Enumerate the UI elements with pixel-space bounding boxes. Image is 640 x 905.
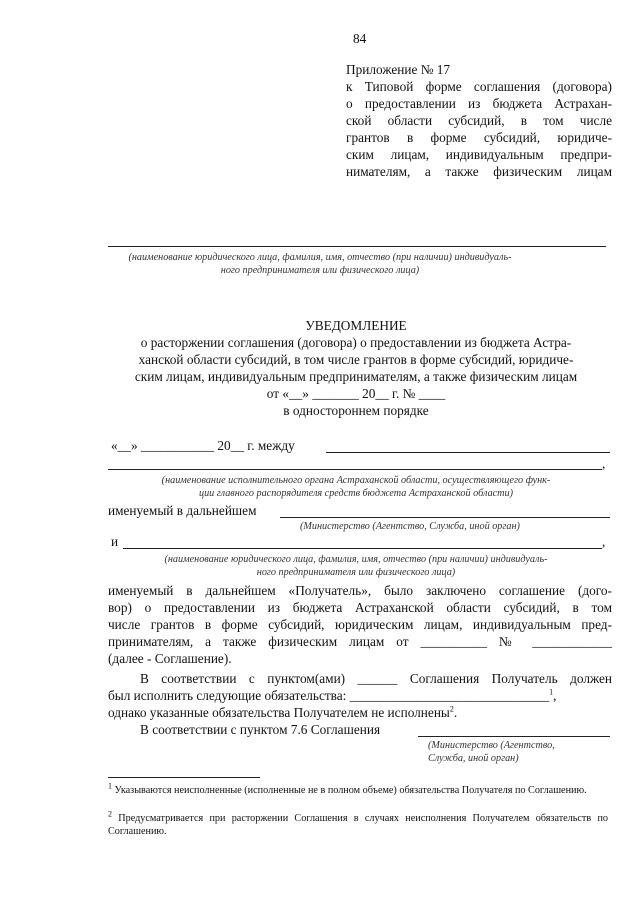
footnote-text: Указываются неисполненные (исполненные не в полном объеме) обязательства Получателя по Соглашению.: [114, 785, 587, 796]
heading-line: о расторжении соглашения (договора) о предоставлении из бюджета Астра-: [140, 335, 572, 350]
comma: ,: [602, 534, 606, 549]
obligations-text: был исполнить следующие обязательства: _________________________: [108, 688, 516, 703]
organ-caption: ции главного распорядителя средств бюджета Астраханской области): [198, 488, 514, 499]
ministry-line: [280, 517, 610, 518]
period: .: [453, 705, 458, 720]
appendix-line: грантов в форме субсидий, юридиче-: [346, 130, 612, 145]
footnote-ref: 1: [549, 687, 554, 697]
appendix-line: к Типовой форме соглашения (договора): [346, 79, 612, 94]
organ-name-line: [326, 452, 610, 453]
paragraph-line: В соответствии с пунктом(ами) ______ Соглашения Получатель должен: [140, 671, 612, 686]
ministry-caption: (Министерство (Агентство,: [428, 740, 555, 751]
paragraph-line: (далее - Соглашение).: [108, 651, 232, 666]
appendix-line: нимателям, а также физическим лицам: [346, 164, 612, 179]
footnote-mark: 2: [108, 809, 112, 819]
footnote: [108, 809, 609, 838]
not-fulfilled-text: однако указанные обязательства Получателем не исполнены: [108, 705, 450, 720]
heading-line: в одностороннем порядке: [283, 403, 429, 418]
document-title: УВЕДОМЛЕНИЕ: [305, 318, 407, 333]
footnote-text: Предусматривается при расторжении Соглашения в случаях неисполнения Получателем обязательств по Соглашению.: [108, 813, 609, 837]
recipient-caption: (наименование юридического лица, фамилия, имя, отчество (при наличии) индивидуаль-: [128, 252, 512, 263]
paragraph-line: вор) о предоставлении из бюджета Астраханской области субсидий, в том: [108, 600, 612, 615]
paragraph-line: принимателям, а также физическим лицам от __________ № ____________: [108, 634, 612, 649]
paragraph-line: именуемый в дальнейшем «Получатель», было заключено соглашение (дого-: [108, 583, 612, 598]
date-line: «__» ___________ 20__ г. между: [111, 438, 295, 453]
footnote-separator: [108, 777, 260, 778]
ministry-caption: (Министерство (Агентство, Служба, иной орган): [300, 521, 520, 532]
party-name-line: [123, 548, 602, 549]
ministry-line: [418, 736, 610, 737]
page-number: 84: [353, 31, 367, 46]
comma: ,: [602, 456, 606, 471]
party-caption: ного предпринимателя или физического лица): [256, 567, 456, 578]
heading-line: ханской области субсидий, в том числе грантов в форме субсидий, юридиче-: [138, 352, 574, 367]
ministry-caption: Служба, иной орган): [428, 753, 519, 764]
party-caption: (наименование юридического лица, фамилия, имя, отчество (при наличии) индивидуаль-: [164, 554, 548, 565]
organ-caption: (наименование исполнительного органа Астраханской области, осуществляющего функ-: [161, 475, 551, 486]
paragraph-line: [108, 688, 556, 704]
footnote-mark: 1: [108, 781, 112, 791]
obligations-blank: _____: [515, 688, 550, 703]
appendix-line: о предоставлении из бюджета Астрахан-: [346, 96, 612, 111]
comma: ,: [553, 688, 557, 703]
paragraph-line: В соответствии с пунктом 7.6 Соглашения: [140, 722, 381, 737]
and-label: и: [111, 534, 119, 549]
appendix-line: ской области субсидий, в том числе: [346, 113, 612, 128]
heading-line: от «__» _______ 20__ г. № ____: [266, 386, 446, 401]
recipient-caption: ного предпринимателя или физического лица): [220, 265, 420, 276]
paragraph-line: числе грантов в форме субсидий, юридическим лицам, индивидуальным пред-: [108, 617, 612, 632]
organ-name-line: [108, 469, 602, 470]
appendix-line: ским лицам, индивидуальным предпри-: [346, 147, 612, 162]
footnote-ref: 2: [449, 704, 454, 714]
appendix-title: Приложение № 17: [346, 62, 450, 77]
named-label: именуемый в дальнейшем: [108, 503, 257, 518]
heading-line: ским лицам, индивидуальным предпринимателям, а также физическим лицам: [134, 369, 578, 384]
footnote: [108, 781, 608, 797]
recipient-name-line: [108, 246, 606, 247]
paragraph-line: [108, 705, 457, 721]
